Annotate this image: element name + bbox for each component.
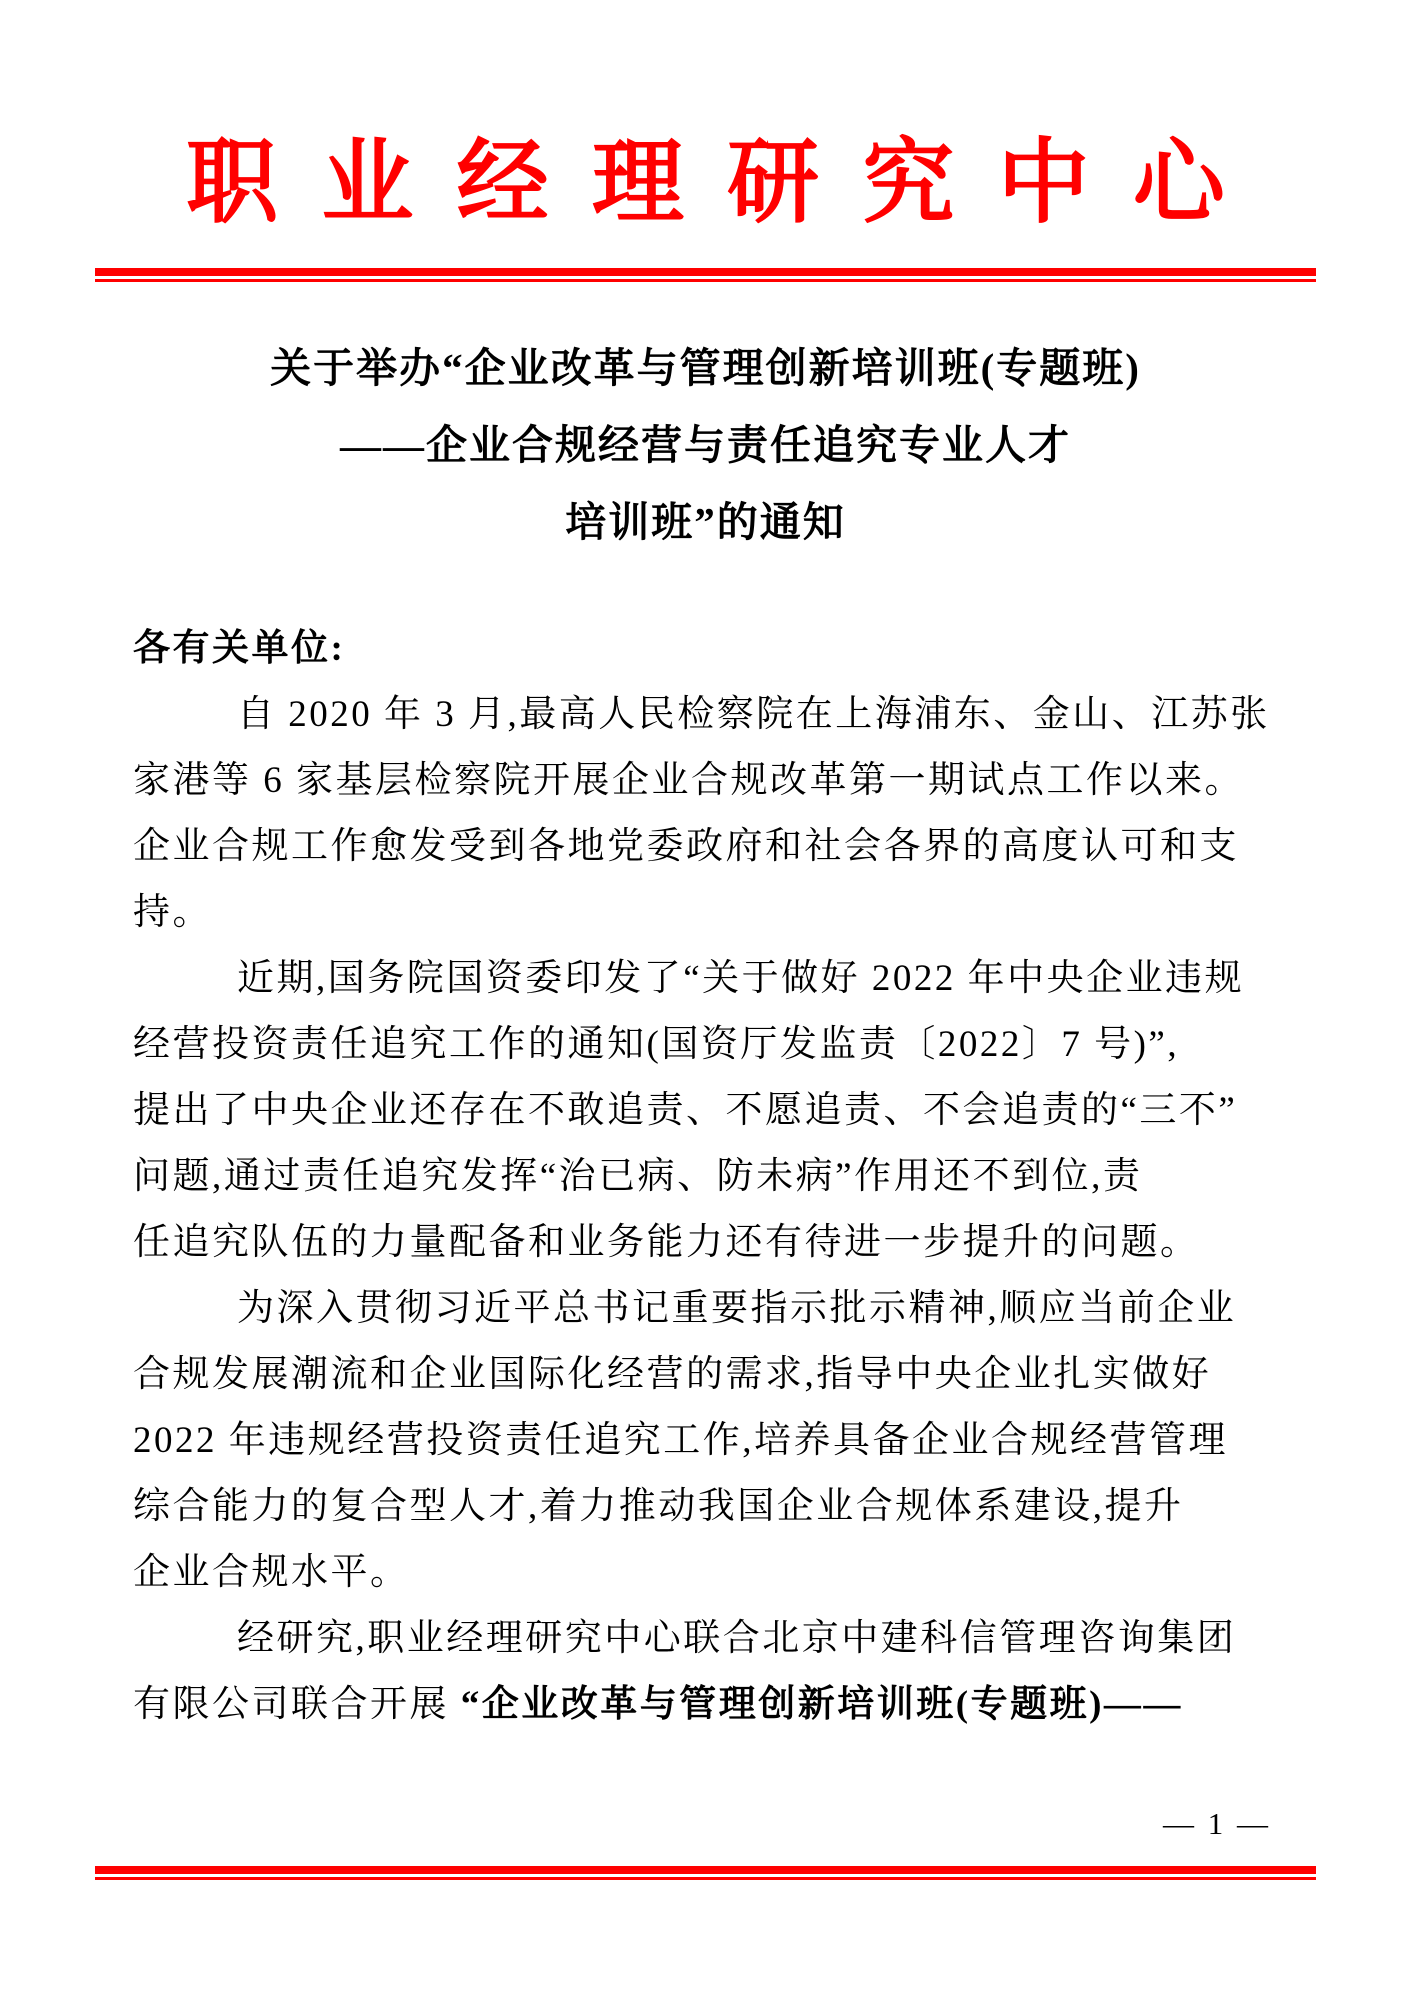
body-line [133,1210,1283,1276]
body-paragraph [133,946,1283,1276]
salutation: 各有关单位: [133,628,346,669]
divider-thin-line [95,1877,1316,1880]
body-run: 经营投资责任追究工作的通知(国资厅发监责〔2022〕7 号)”, [133,1024,1180,1065]
body-line [133,748,1283,814]
body-run: 问题,通过责任追究发挥“治已病、防未病”作用还不到位,责 [133,1156,1143,1197]
body-run: 经研究,职业经理研究中心联合北京中建科信管理咨询集团 [237,1618,1237,1659]
footer-divider-rule [95,1866,1316,1880]
body-run: 家港等 6 家基层检察院开展企业合规改革第一期试点工作以来。 [133,760,1244,801]
body-line [133,1078,1283,1144]
body-line [133,1540,1283,1606]
divider-thin-line [95,279,1316,282]
body-run-bold: “企业改革与管理创新培训班(专题班)—— [460,1684,1183,1725]
body-run: 任追究队伍的力量配备和业务能力还有待进一步提升的问题。 [133,1222,1200,1263]
body-paragraph [133,1606,1283,1738]
document-title-line-3: 培训班”的通知 [565,499,846,545]
divider-thick-line [95,1866,1316,1874]
document-title-line-1: 关于举办“企业改革与管理创新培训班(专题班) [270,345,1141,391]
body-line [133,946,1283,1012]
body-run: 为深入贯彻习近平总书记重要指示批示精神,顺应当前企业 [237,1288,1237,1329]
body-line [133,1342,1283,1408]
body-run: 自 2020 年 3 月,最高人民检察院在上海浦东、金山、江苏张 [237,694,1270,735]
document-title [0,330,1411,561]
body-run: 2022 年违规经营投资责任追究工作,培养具备企业合规经营管理 [133,1420,1228,1461]
body-paragraph [133,1276,1283,1606]
body-line [133,1606,1283,1672]
body-run: 提出了中央企业还存在不敢追责、不愿追责、不会追责的“三不” [133,1090,1238,1131]
body-run: 企业合规水平。 [133,1552,410,1593]
body-line [133,1408,1283,1474]
body-paragraph [133,682,1283,946]
body-text [133,616,1283,1738]
body-run: 近期,国务院国资委印发了“关于做好 2022 年中央企业违规 [237,958,1245,999]
body-run: 持。 [133,892,212,933]
body-run: 企业合规工作愈发受到各地党委政府和社会各界的高度认可和支 [133,826,1239,867]
body-line [133,814,1283,880]
divider-thick-line [95,268,1316,276]
body-line [133,682,1283,748]
body-line [133,1012,1283,1078]
letterhead-org-name: 职业经理研究中心 [186,132,1269,234]
letterhead-divider-rule [95,268,1316,282]
body-line [133,1672,1283,1738]
body-line [133,880,1283,946]
body-line [133,1474,1283,1540]
body-line [133,1276,1283,1342]
page-number: — 1 — [1163,1806,1271,1841]
body-run: 有限公司联合开展 [133,1684,461,1725]
body-run: 综合能力的复合型人才,着力推动我国企业合规体系建设,提升 [133,1486,1184,1527]
body-line [133,1144,1283,1210]
document-title-line-2: ——企业合规经营与责任追究专业人才 [340,422,1071,468]
body-run: 合规发展潮流和企业国际化经营的需求,指导中央企业扎实做好 [133,1354,1212,1395]
